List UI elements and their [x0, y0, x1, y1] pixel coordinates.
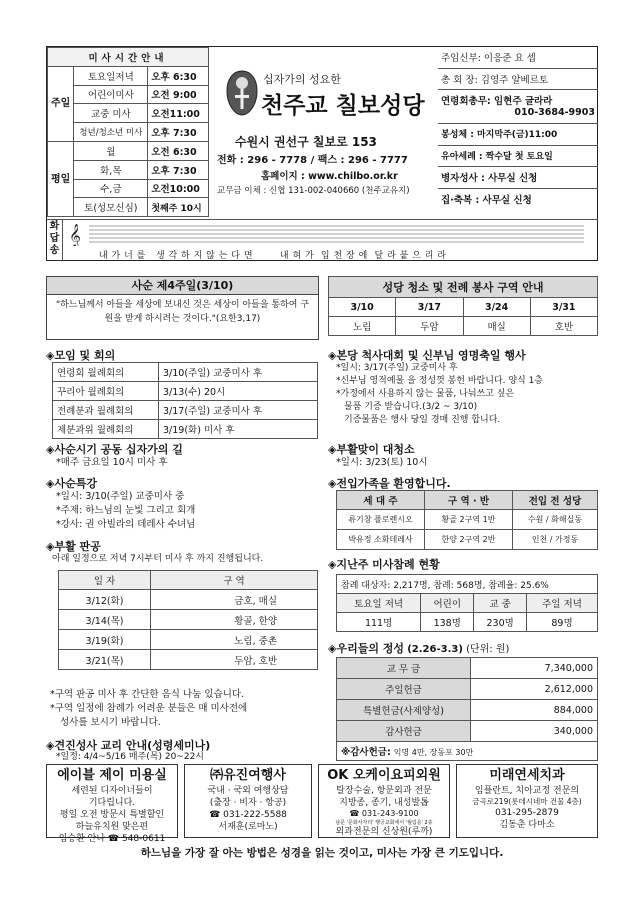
penance-header: 일 자 [59, 571, 151, 590]
mass-time: 오전10:00 [148, 179, 209, 198]
ad-line: 서재훈(로마노) [218, 821, 278, 832]
penance-date: 3/19(화) [59, 630, 151, 650]
confirmation-details [56, 752, 204, 763]
newcomer-from: 인천 / 가정동 [513, 530, 598, 550]
weekday-label: 평일 [48, 141, 74, 216]
penance-area: 노림, 중촌 [151, 630, 318, 650]
pastor-feast-details [336, 362, 543, 427]
music-staff-icon [69, 222, 589, 246]
staff-line: 010-3684-9903 [438, 107, 598, 124]
confirmation-line: *일정: 4/4~5/16 매주(목) 20~22시 [56, 752, 204, 762]
ad-line: 남문 '문화사자리' 행궁교회에서 '월림를' 2층 [335, 819, 433, 826]
church-bank: 교무금 이체 : 신협 131-002-040660 (천주교유지) [217, 186, 410, 196]
ad-name: 에이블 제이 미용실 [57, 768, 167, 783]
offering-table [336, 657, 598, 761]
ad-name: OK 오케이요피외원 [327, 768, 441, 783]
cleaning-area: 호반 [530, 317, 597, 336]
ad-line: 기다립니다. [88, 797, 136, 808]
mass-name: 화,목 [74, 160, 148, 179]
cleaning-title: 성당 청소 및 전례 봉사 구역 안내 [329, 277, 598, 298]
confirmation-title: ◈견진성사 교리 안내(성령세미나) [46, 739, 211, 752]
penance-date: 3/14(목) [59, 610, 151, 630]
attendance-title: ◈지난주 미사참례 현황 [328, 558, 440, 571]
penance-intro: 아래 일정으로 저녁 7시부터 미사 후 까지 진행됩니다. [52, 554, 264, 564]
pastor-feast-line: 물품 기증 받습니다.(3/2 ~ 3/10) [344, 402, 478, 413]
cleaning-area: 노림 [329, 317, 396, 336]
newcomer-name: 박유정 소화데레사 [337, 530, 425, 550]
offering-label: 교 무 금 [337, 658, 471, 679]
penance-note: *구역 일정에 참례가 어려운 분들은 매 미사전에 [50, 702, 248, 714]
pastor-feast-line: *가정에서 사용하지 않는 물품, 나눠쓰고 싶은 [336, 389, 515, 400]
staff-line: 주임신부: 이응준 요 셉 [438, 47, 598, 69]
mass-name: 어린이미사 [74, 85, 148, 104]
newcomers-header: 세 대 주 [337, 491, 425, 510]
cleaning-date: 3/17 [396, 298, 463, 317]
offering-amount: 2,612,000 [471, 679, 598, 700]
attendance-value: 230명 [474, 613, 527, 632]
ad-line: 탈장수술, 항문외과 전문 [336, 785, 432, 796]
attendance-header: 주일 저녁 [527, 594, 598, 613]
penance-header: 구 역 [151, 571, 318, 590]
staff-line: 유아세례 : 짝수달 첫 토요일 [438, 146, 598, 168]
penance-date: 3/12(화) [59, 590, 151, 610]
meeting-name: 제분과위 월례회의 [53, 420, 159, 439]
attendance-header: 토요일 저녁 [337, 594, 421, 613]
newcomer-name: 류기창 플로렌시오 [337, 510, 425, 530]
mass-name: 수,금 [74, 179, 148, 198]
newcomers-header: 전입 전 성당 [513, 491, 598, 510]
penance-title: ◈부활 판공 [46, 540, 101, 553]
penance-date: 3/21(목) [59, 650, 151, 670]
meeting-name: 전례분과 월례회의 [53, 401, 159, 420]
ad-line: 김동춘 다마소 [499, 819, 555, 830]
ad-salon [46, 764, 178, 845]
meeting-when: 3/19(화) 미사 후 [159, 420, 318, 439]
ad-line: 하늘유치원 맞은편 [75, 821, 149, 832]
church-name: 천주교 칠보성당 [261, 93, 425, 119]
stations-title: ◈사순시기 공동 십자가의 길 [46, 443, 183, 456]
lecture-title: ◈사순특강 [46, 477, 97, 490]
attendance-summary: 참례 대상자: 2,217명, 참례: 568명, 참례율: 25.6% [337, 575, 598, 594]
ad-line: 세련된 디자이너들이 [71, 785, 153, 796]
penance-notes [50, 688, 247, 729]
offering-title: ◈우리들의 정성 [328, 642, 405, 655]
newcomers-title: ◈전입가족을 환영합니다. [328, 477, 451, 490]
attendance-value: 138명 [421, 613, 474, 632]
lecture-line: *주제: 하느님의 눈빛 그리고 회개 [56, 504, 196, 516]
ad-name: 미래연세치과 [489, 768, 565, 783]
cleaning-table [328, 276, 598, 336]
sunday-box [46, 276, 319, 340]
sunday-quote: "하느님께서 아들을 세상에 보내신 것은 세상이 아들을 통하여 구원을 받게 하시려는 것이다."(요한3,17) [55, 300, 310, 324]
stations-text: *매주 금요일 10시 미사 후 [56, 457, 168, 468]
mass-schedule-table [47, 47, 209, 217]
psalm-row [47, 219, 598, 261]
cleaning-date: 3/24 [463, 298, 530, 317]
offering-label: 특별헌금(사제양성) [337, 700, 471, 721]
offering-thanks-text: 익명 4만, 장동포 30만 [393, 748, 474, 757]
offering-period: (2.26-3.3) [407, 644, 463, 655]
svg-text:𝄞: 𝄞 [69, 223, 81, 246]
offering-label: 감사헌금 [337, 721, 471, 742]
ad-line: ☎ 031-222-5588 [209, 809, 287, 820]
cleaning-area: 두암 [396, 317, 463, 336]
ad-line: 031-295-2879 [495, 807, 559, 818]
mass-name: 교중 미사 [74, 104, 148, 123]
cleaning-date: 3/31 [530, 298, 597, 317]
church-phone: 전화 : 296 - 7778 / 팩스 : 296 - 7777 [217, 155, 408, 166]
pastor-feast-line: 기증물품은 행사 당일 경매 진행 합니다. [344, 415, 501, 426]
ad-line: 지방종, 종기, 내성발톱 [339, 797, 429, 808]
offering-thanks-label: ※감사헌금: [341, 747, 391, 758]
pastor-feast-line: *일시: 3/17(주일) 교중미사 후 [336, 363, 458, 373]
offering-amount: 7,340,000 [471, 658, 598, 679]
sunday-title: 사순 제4주일(3/10) [47, 277, 318, 295]
ad-dental [456, 764, 598, 838]
attendance-table [336, 574, 598, 632]
mass-schedule-header: 미사시간안내 [48, 48, 209, 67]
penance-note: *구역 판공 미사 후 간단한 음식 나눔 있습니다. [50, 689, 245, 700]
attendance-header: 교 중 [474, 594, 527, 613]
meeting-when: 3/10(주일) 교중미사 후 [159, 363, 318, 382]
offering-amount: 340,000 [471, 721, 598, 742]
ad-line: 외과전문의 신상원(루까) [335, 827, 433, 838]
psalm-lyrics: 내 가 너 를 생 각 하 지 않 는 다 면 내 혀 가 입 천 장 에 달 라 붙 으 리 라 [99, 251, 447, 261]
ad-line: (출장 · 비자 · 항공) [209, 797, 287, 808]
church-address: 수원시 권선구 칠보로 153 [235, 135, 377, 149]
mass-name: 청년/청소년 미사 [74, 123, 148, 142]
ad-clinic [318, 764, 450, 838]
easter-cleaning-text: *일시: 3/23(토) 10시 [336, 457, 428, 468]
newcomers-table [336, 490, 598, 550]
penance-area: 두암, 호반 [151, 650, 318, 670]
mass-time: 오전11:00 [148, 104, 209, 123]
church-subtitle: 십자가의 성요한 [263, 73, 341, 86]
church-homepage: 홈페이지 : www.chilbo.or.kr [261, 171, 398, 182]
offering-label: 주일헌금 [337, 679, 471, 700]
staff-line: 봉성체 : 마지막주(금)11:00 [438, 124, 598, 146]
newcomer-area: 한양 2구역 2반 [425, 530, 513, 550]
sunday-label: 주일 [48, 66, 74, 141]
mass-time: 오전 9:00 [148, 85, 209, 104]
offering-unit: (단위: 원) [466, 644, 510, 655]
staff-line: 집·축복 : 사무실 신청 [441, 194, 532, 206]
staff-info [438, 47, 598, 210]
newcomers-header: 구 역 · 반 [425, 491, 513, 510]
meeting-when: 3/13(수) 20시 [159, 382, 318, 401]
staff-line: 총 회 장: 김영주 알베르토 [438, 69, 598, 91]
mass-time: 오전 6:30 [148, 141, 209, 160]
cleaning-area: 매실 [463, 317, 530, 336]
mass-name: 토(성모신심) [74, 198, 148, 217]
penance-note: 성사를 보시기 바랍니다. [60, 716, 161, 728]
bulletin-header [46, 46, 598, 261]
penance-area: 황골, 한양 [151, 610, 318, 630]
mass-name: 토요일저녁 [74, 66, 148, 85]
mass-time: 오후 7:30 [148, 160, 209, 179]
ad-line: 금곡로219(롯데시네마 건물 4층) [472, 796, 582, 806]
ad-line: 평일 오전 방문시 특별할인 [59, 809, 165, 820]
saint-emblem-icon [225, 69, 259, 117]
meeting-name: 꾸리아 월례회의 [53, 382, 159, 401]
lecture-details [56, 490, 195, 531]
meetings-table [52, 362, 318, 439]
church-info [211, 47, 437, 219]
meeting-name: 연령회 월례회의 [53, 363, 159, 382]
ad-name: ㈜유진여행사 [210, 768, 286, 783]
cleaning-date: 3/10 [329, 298, 396, 317]
meetings-title: ◈모임 및 회의 [46, 349, 116, 362]
offering-amount: 884,000 [471, 700, 598, 721]
staff-line: 병자성사 : 사무실 신청 [438, 167, 598, 189]
ad-travel [184, 764, 312, 838]
attendance-value: 111명 [337, 613, 421, 632]
staff-line: 연령회총무: 임현주 글라라 [441, 96, 553, 107]
meeting-when: 3/17(주일) 교중미사 후 [159, 401, 318, 420]
newcomer-from: 수원 / 화해실동 [513, 510, 598, 530]
offering-thanks [337, 742, 598, 761]
attendance-value: 89명 [527, 613, 598, 632]
mass-time: 오후 7:30 [148, 123, 209, 142]
pastor-feast-line: *신부님 영적예물 을 정성껏 봉헌 바랍니다. 양식 1층 [336, 376, 543, 387]
ad-line: 임플란트, 치아교정 전문의 [474, 785, 580, 796]
pastor-feast-title: ◈본당 척사대회 및 신부님 영명축일 행사 [328, 349, 526, 362]
lecture-line: *일시: 3/10(주일) 교중미사 중 [56, 491, 185, 502]
psalm-label: 화답송 [47, 220, 63, 261]
offering-heading [328, 640, 509, 656]
easter-cleaning-title: ◈부활맞이 대청소 [328, 443, 415, 456]
footer-message: 하느님을 가장 잘 아는 방법은 성경을 읽는 것이고, 미사는 가장 큰 기도입니다. [140, 847, 504, 859]
ad-line: ☎ 031-243-9100 [349, 808, 419, 818]
mass-time: 오후 6:30 [148, 66, 209, 85]
mass-name: 월 [74, 141, 148, 160]
penance-table [58, 570, 318, 670]
newcomer-area: 황골 2구역 1반 [425, 510, 513, 530]
mass-time: 첫째주 10시 [148, 198, 209, 217]
ad-line: 국내 · 국외 여행상담 [207, 785, 289, 796]
penance-area: 금호, 매실 [151, 590, 318, 610]
lecture-line: *강사: 권 아빌라의 데레사 수녀님 [56, 518, 196, 530]
attendance-header: 어린이 [421, 594, 474, 613]
ad-line: 임승환 안나 ☎ 548-0611 [58, 834, 166, 845]
